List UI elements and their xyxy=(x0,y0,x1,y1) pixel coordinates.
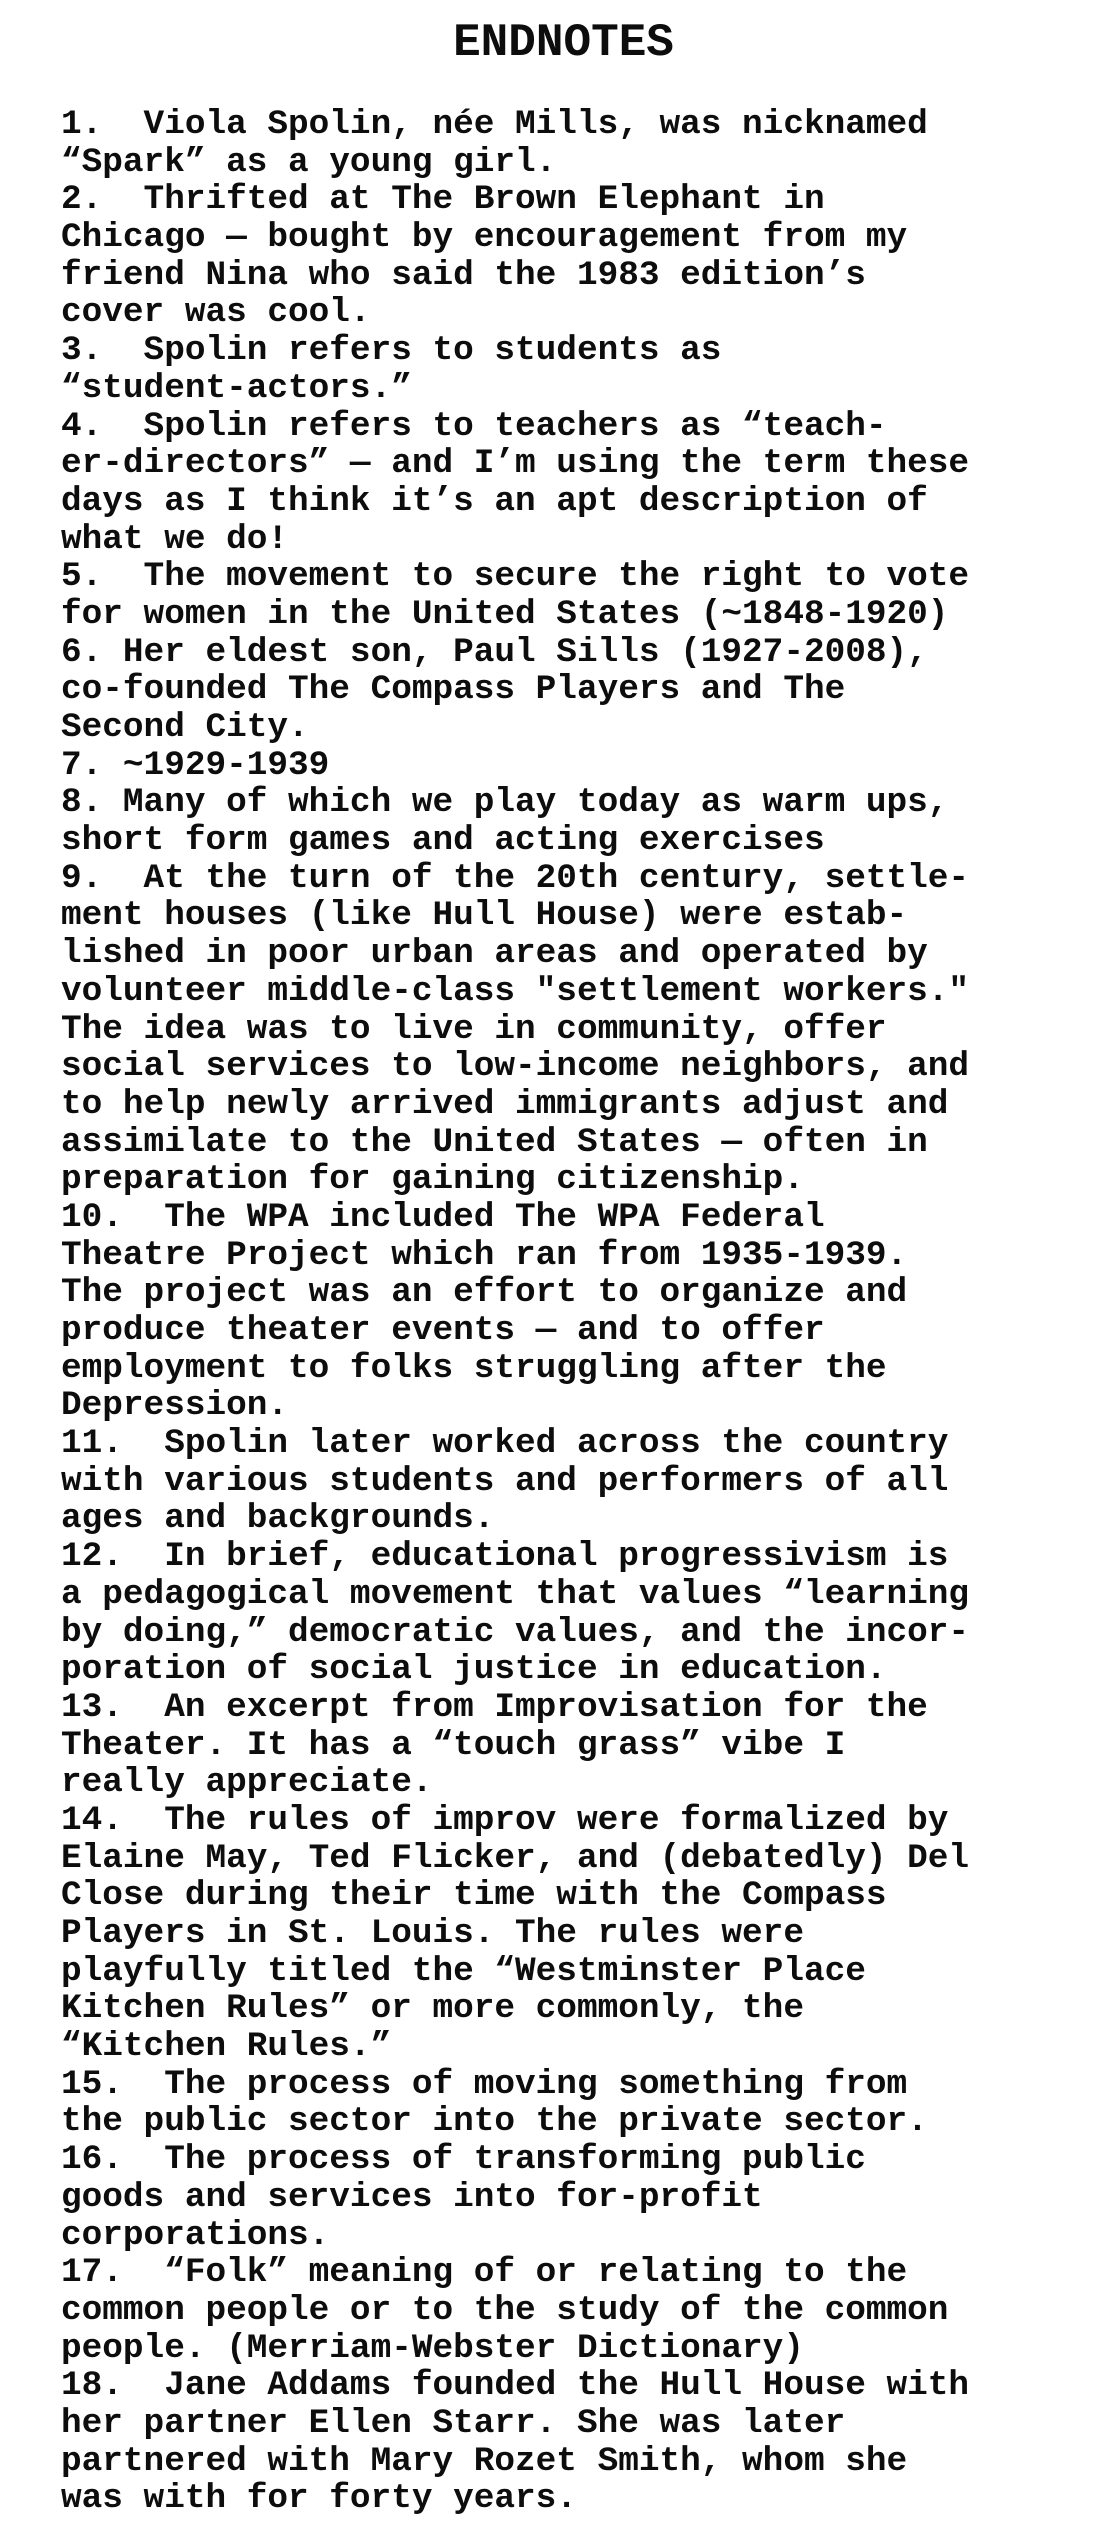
endnote-line: 5. The movement to secure the right to vote xyxy=(61,557,970,597)
endnote-line: common people or to the study of the common xyxy=(61,2290,949,2330)
endnote-line: 4. Spolin refers to teachers as “teach- xyxy=(61,406,887,446)
endnote-line: corporations. xyxy=(61,2215,330,2255)
endnotes-list xyxy=(61,106,1066,2518)
endnote-line: co-founded The Compass Players and The xyxy=(61,670,846,710)
endnote-line: 2. Thrifted at The Brown Elephant in xyxy=(61,180,825,220)
endnote-line: really appreciate. xyxy=(61,1763,433,1803)
endnote-line: 10. The WPA included The WPA Federal xyxy=(61,1197,825,1237)
endnote-line: with various students and performers of all xyxy=(61,1461,949,1501)
endnote-line: social services to low-income neighbors, and xyxy=(61,1047,970,1087)
endnote-line: playfully titled the “Westminster Place xyxy=(61,1951,866,1991)
endnote-line: Players in St. Louis. The rules were xyxy=(61,1914,804,1953)
endnote-line: 18. Jane Addams founded the Hull House with xyxy=(61,2366,970,2406)
endnote-line: er-directors” — and I’m using the term these xyxy=(61,444,970,484)
endnote-line: by doing,” democratic values, and the incor- xyxy=(61,1612,970,1652)
endnote-line: 8. Many of which we play today as warm ups, xyxy=(61,783,949,823)
endnote-line: people. (Merriam-Webster Dictionary) xyxy=(61,2328,804,2368)
endnote-line: for women in the United States (~1848-1920) xyxy=(61,594,949,634)
endnote-line: “Kitchen Rules.” xyxy=(61,2027,392,2067)
endnote-line: 15. The process of moving something from xyxy=(61,2064,908,2104)
endnote-line: Depression. xyxy=(61,1386,289,1426)
endnote-line: partnered with Mary Rozet Smith, whom she xyxy=(61,2441,908,2481)
endnote-line: 7. ~1929-1939 xyxy=(61,745,330,785)
endnote-line: a pedagogical movement that values “learning xyxy=(61,1574,970,1614)
endnote-line: Close during their time with the Compass xyxy=(61,1876,887,1916)
endnote-line: 6. Her eldest son, Paul Sills (1927-2008), xyxy=(61,632,928,672)
endnote-line: volunteer middle-class "settlement workers." xyxy=(61,971,970,1011)
endnote-line: “Spark” as a young girl. xyxy=(61,142,557,182)
endnote-line: 3. Spolin refers to students as xyxy=(61,331,722,371)
endnote-line: 11. Spolin later worked across the country xyxy=(61,1424,949,1464)
endnote-line: Theater. It has a “touch grass” vibe I xyxy=(61,1725,846,1765)
endnote-line: 14. The rules of improv were formalized by xyxy=(61,1800,949,1840)
endnote-line: 12. In brief, educational progressivism is xyxy=(61,1537,949,1577)
endnote-line: days as I think it’s an apt description of xyxy=(61,481,928,521)
page-title: ENDNOTES xyxy=(453,17,674,69)
endnote-line: 9. At the turn of the 20th century, settle- xyxy=(61,858,970,898)
endnote-line: Kitchen Rules” or more commonly, the xyxy=(61,1989,804,2029)
endnote-line: employment to folks struggling after the xyxy=(61,1348,887,1388)
endnote-line: 16. The process of transforming public xyxy=(61,2140,866,2180)
endnote-line: short form games and acting exercises xyxy=(61,821,825,861)
endnote-line: Elaine May, Ted Flicker, and (debatedly) Del xyxy=(61,1838,970,1878)
endnote-line: her partner Ellen Starr. She was later xyxy=(61,2403,846,2443)
endnote-line: cover was cool. xyxy=(61,293,371,333)
endnote-line: Second City. xyxy=(61,708,309,747)
endnote-line: The idea was to live in community, offer xyxy=(61,1009,887,1049)
endnote-line: to help newly arrived immigrants adjust and xyxy=(61,1084,949,1124)
endnote-line: what we do! xyxy=(61,519,289,559)
endnote-line: 17. “Folk” meaning of or relating to the xyxy=(61,2253,908,2293)
endnote-line: preparation for gaining citizenship. xyxy=(61,1160,804,1200)
endnote-line: 13. An excerpt from Improvisation for the xyxy=(61,1687,928,1727)
endnote-line: was with for forty years. xyxy=(61,2479,577,2519)
endnote-line: ages and backgrounds. xyxy=(61,1499,495,1539)
endnote-line: Chicago — bought by encouragement from my xyxy=(61,218,908,258)
endnote-line: lished in poor urban areas and operated by xyxy=(61,934,928,974)
endnote-line: the public sector into the private sector. xyxy=(61,2102,928,2142)
endnote-line: friend Nina who said the 1983 edition’s xyxy=(61,255,866,295)
endnote-line: produce theater events — and to offer xyxy=(61,1311,825,1350)
endnote-line: ment houses (like Hull House) were estab- xyxy=(61,896,908,936)
endnote-line: The project was an effort to organize and xyxy=(61,1273,908,1313)
endnote-line: “student-actors.” xyxy=(61,368,412,408)
endnote-line: goods and services into for-profit xyxy=(61,2177,763,2217)
endnote-line: 1. Viola Spolin, née Mills, was nicknamed xyxy=(61,105,928,144)
endnote-line: Theatre Project which ran from 1935-1939. xyxy=(61,1235,908,1275)
endnote-line: assimilate to the United States — often in xyxy=(61,1122,928,1162)
endnote-line: poration of social justice in education. xyxy=(61,1650,887,1690)
